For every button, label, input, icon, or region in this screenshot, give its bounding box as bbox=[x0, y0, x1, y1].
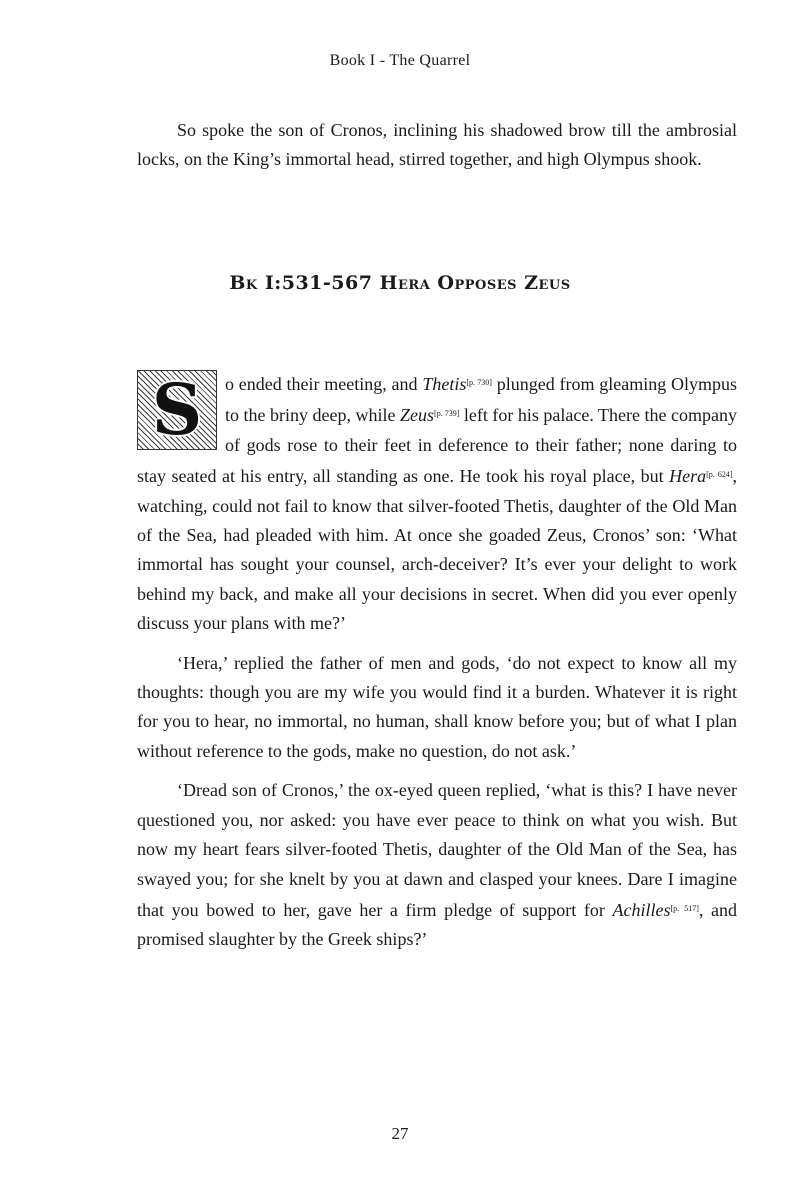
name-zeus: Zeus bbox=[400, 405, 435, 426]
p1-text-3: left for his palace. There the company of gods rose to their feet in deference to their father; none daring to stay seated at his entry, all standing as one. He took his royal place, but bbox=[137, 405, 737, 487]
opening-paragraph-block bbox=[137, 116, 737, 175]
p1-text-4: , watching, could not fail to know that silver-footed Thetis, daughter of the Old Man of the Sea, had pleaded with him. At once she goaded Zeus, Cronos’ son: ‘What immortal has sought your counsel, arch-deceiver? It’s ever your delight to work behind my back, and make all your decisions in secret. When did you ever openly discuss your plans with me?’ bbox=[137, 466, 737, 634]
opening-paragraph: So spoke the son of Cronos, inclining his shadowed brow till the ambrosial locks, on the King’s immortal head, stirred together, and high Olympus shook. bbox=[137, 120, 737, 170]
section-body bbox=[137, 368, 737, 955]
section-heading: Bk I:531-567 Hera Opposes Zeus bbox=[229, 272, 571, 294]
drop-cap-letter: S bbox=[151, 370, 203, 450]
ref-zeus: [p. 739] bbox=[434, 409, 460, 419]
ref-achilles: [p. 517] bbox=[670, 903, 699, 913]
paragraph-1 bbox=[137, 368, 737, 639]
name-hera: Hera bbox=[669, 466, 707, 487]
p3-text-1: ‘Dread son of Cronos,’ the ox-eyed queen replied, ‘what is this? I have never questioned you, nor asked: you have ever peace to think on what you wish. But now my heart fears silver-footed Thetis, daughter of the Old Man of the Sea, has swayed you; for she knelt by you at dawn and clasped your knees. Dare I imagine that you bowed to her, gave her a firm pledge of support for bbox=[137, 780, 737, 920]
ref-hera: [p. 624] bbox=[706, 470, 733, 480]
ref-thetis: [p. 730] bbox=[466, 378, 492, 387]
p1-text-2: plunged from gleaming Olympus to the briny deep, while bbox=[225, 374, 738, 426]
running-head: Book I - The Quarrel bbox=[329, 52, 471, 69]
p3-text-2: , and promised slaughter by the Greek ships?’ bbox=[137, 899, 737, 950]
ornamental-drop-cap-icon bbox=[137, 370, 217, 450]
paragraph-2: ‘Hera,’ replied the father of men and gods, ‘do not expect to know all my thoughts: though you are my wife you would find it a burden. Whatever it is right for you to hear, no immortal, no human, shall know before you; but of what I plan without reference to the gods, make no question, do not ask.’ bbox=[137, 652, 737, 761]
paragraph-3 bbox=[137, 776, 737, 954]
p1-text-1: o ended their meeting, and bbox=[225, 374, 423, 394]
name-achilles: Achilles bbox=[612, 899, 671, 920]
name-thetis: Thetis bbox=[422, 374, 467, 394]
page-number: 27 bbox=[391, 1124, 409, 1143]
